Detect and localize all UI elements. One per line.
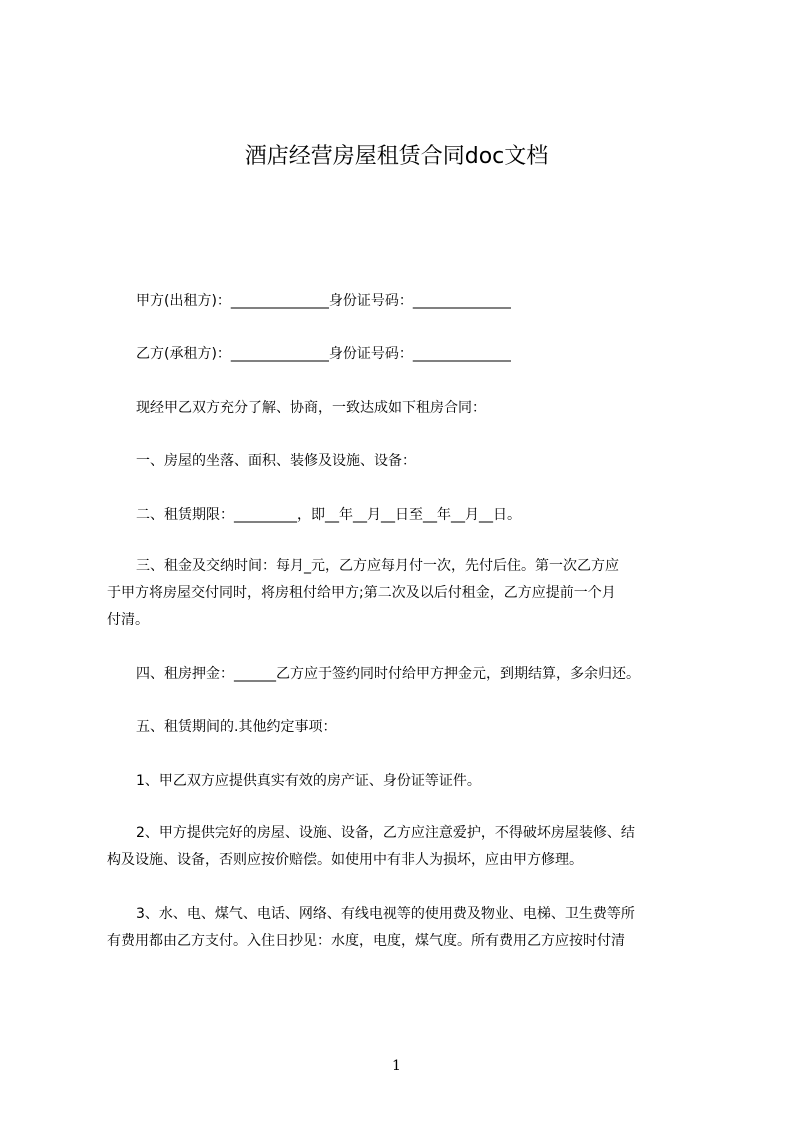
document-title: 酒店经营房屋租赁合同doc文档 xyxy=(244,144,549,169)
clause-2-term: 二、租赁期限：_________，即__年__月__日至__年__月__日。 xyxy=(136,507,521,523)
clause-3-rent-line-2: 于甲方将房屋交付同时，将房租付给甲方;第二次及以后付租金，乙方应提前一个月 xyxy=(107,585,616,601)
clause-4-deposit: 四、租房押金：______乙方应于签约同时付给甲方押金元，到期结算，多余归还。 xyxy=(136,666,640,682)
party-a-line: 甲方(出租方)：______________身份证号码：______________ xyxy=(136,293,511,309)
clause-3-rent-line-1: 三、租金及交纳时间：每月_元，乙方应每月付一次，先付后住。第一次乙方应 xyxy=(136,558,619,574)
party-b-line: 乙方(承租方)：______________身份证号码：______________ xyxy=(136,346,511,362)
clause-5-other-terms: 五、租赁期间的.其他约定事项： xyxy=(136,719,337,735)
item-1-documents: 1、甲乙双方应提供真实有效的房产证、身份证等证件。 xyxy=(136,773,481,789)
item-2-line-1: 2、甲方提供完好的房屋、设施、设备，乙方应注意爱护，不得破坏房屋装修、结 xyxy=(136,825,635,841)
page-number: 1 xyxy=(392,1058,401,1074)
intro-paragraph: 现经甲乙双方充分了解、协商，一致达成如下租房合同： xyxy=(136,400,486,416)
clause-3-rent-line-3: 付清。 xyxy=(107,612,149,628)
item-2-line-2: 构及设施、设备，否则应按价赔偿。如使用中有非人为损坏，应由甲方修理。 xyxy=(107,852,583,868)
item-3-line-2: 有费用都由乙方支付。入住日抄见：水度，电度，煤气度。所有费用乙方应按时付清 xyxy=(107,933,625,949)
clause-1-premises: 一、房屋的坐落、面积、装修及设施、设备： xyxy=(136,453,416,469)
item-3-line-1: 3、水、电、煤气、电话、网络、有线电视等的使用费及物业、电梯、卫生费等所 xyxy=(136,906,635,922)
